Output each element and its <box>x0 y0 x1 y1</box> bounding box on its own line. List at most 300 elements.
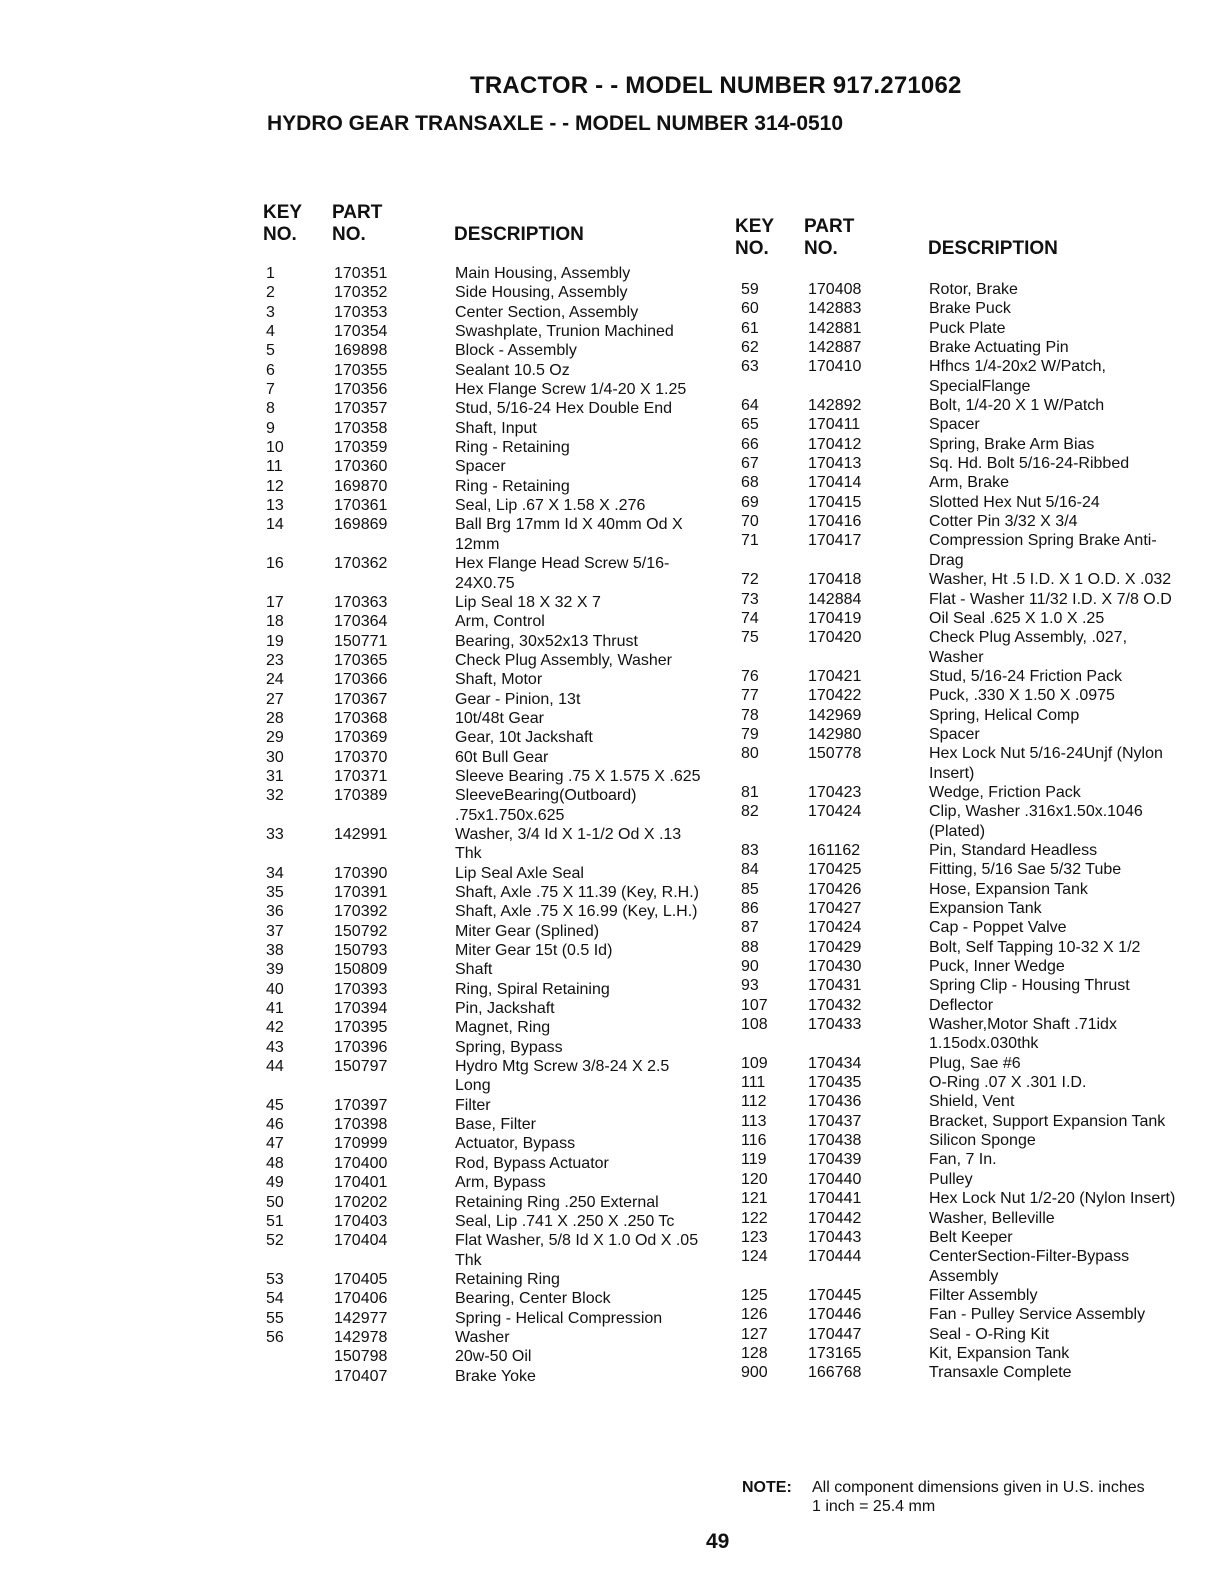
part-no: 170442 <box>808 1209 862 1227</box>
description: Kit, Expansion Tank <box>929 1344 1070 1362</box>
table-row <box>738 570 1188 589</box>
page-title: TRACTOR - - MODEL NUMBER 917.271062 <box>470 72 962 99</box>
table-row <box>266 941 726 960</box>
key-no: 84 <box>741 861 759 879</box>
description: Pin, Jackshaft <box>455 1000 555 1018</box>
part-no: 170407 <box>334 1367 388 1385</box>
key-no: 116 <box>741 1132 767 1150</box>
key-no: 59 <box>741 281 759 298</box>
part-no: 150771 <box>334 632 388 650</box>
table-row <box>266 728 726 747</box>
description: Spring, Helical Comp <box>929 706 1080 724</box>
part-no: 169898 <box>334 342 388 360</box>
table-row <box>738 1054 1188 1073</box>
table-row <box>266 303 726 322</box>
description: Bolt, Self Tapping 10-32 X 1/2 <box>929 938 1141 956</box>
key-no: 9 <box>266 419 275 437</box>
table-row <box>738 454 1188 473</box>
table-row <box>738 1209 1188 1228</box>
table-row <box>738 338 1188 357</box>
description: 20w-50 Oil <box>455 1348 532 1366</box>
table-row <box>266 1134 726 1153</box>
description: Compression Spring Brake Anti-Drag <box>929 532 1157 569</box>
description: Miter Gear (Splined) <box>455 922 600 940</box>
key-no: 28 <box>266 709 284 727</box>
key-no: 109 <box>741 1054 768 1072</box>
key-no: 5 <box>266 342 275 360</box>
description: Seal - O-Ring Kit <box>929 1325 1050 1343</box>
description: Lip Seal Axle Seal <box>455 864 584 882</box>
description: Washer,Motor Shaft .71idx 1.15odx.030thk <box>929 1016 1117 1053</box>
description: Base, Filter <box>455 1116 536 1134</box>
part-no: 170439 <box>808 1151 862 1169</box>
description: Bracket, Support Expansion Tank <box>929 1112 1166 1130</box>
key-no: 63 <box>741 358 759 376</box>
table-row <box>738 1344 1188 1363</box>
part-no: 170444 <box>808 1248 862 1266</box>
table-row <box>266 1212 726 1231</box>
key-no: 69 <box>741 493 759 511</box>
key-no: 81 <box>741 783 759 801</box>
table-row <box>738 918 1188 937</box>
parts-list-left <box>266 264 726 1386</box>
part-no: 170438 <box>808 1132 862 1150</box>
description: Miter Gear 15t (0.5 Id) <box>455 942 613 960</box>
part-no: 170437 <box>808 1112 862 1130</box>
description: Bolt, 1/4-20 X 1 W/Patch <box>929 397 1105 415</box>
description: Brake Yoke <box>455 1367 536 1385</box>
description: Hose, Expansion Tank <box>929 880 1088 898</box>
key-no: 123 <box>741 1228 768 1246</box>
description: Ring, Spiral Retaining <box>455 980 610 998</box>
table-row <box>266 457 726 476</box>
part-no: 142892 <box>808 397 862 415</box>
description: Pulley <box>929 1170 973 1188</box>
description: Check Plug Assembly, Washer <box>455 651 672 669</box>
key-no: 126 <box>741 1306 768 1324</box>
table-row <box>266 1231 726 1270</box>
key-no: 30 <box>266 748 284 766</box>
description: Cap - Poppet Valve <box>929 919 1067 937</box>
table-row <box>266 670 726 689</box>
key-no: 90 <box>741 958 759 976</box>
table-row <box>738 880 1188 899</box>
key-no: 107 <box>741 996 768 1014</box>
description: Slotted Hex Nut 5/16-24 <box>929 493 1100 511</box>
key-no: 74 <box>741 609 759 627</box>
description: Transaxle Complete <box>929 1364 1072 1382</box>
description: Clip, Washer .316x1.50x.1046 (Plated) <box>929 803 1143 840</box>
description: Lip Seal 18 X 32 X 7 <box>455 593 601 611</box>
part-no: 170412 <box>808 435 862 453</box>
table-row <box>266 1154 726 1173</box>
description: Bearing, Center Block <box>455 1290 611 1308</box>
part-no: 170397 <box>334 1096 388 1114</box>
page-number: 49 <box>706 1530 730 1553</box>
description: Flat - Washer 11/32 I.D. X 7/8 O.D <box>929 590 1172 608</box>
table-row <box>738 1247 1188 1286</box>
description: Flat Washer, 5/8 Id X 1.0 Od X .05 Thk <box>455 1232 699 1269</box>
key-no: 44 <box>266 1058 284 1076</box>
description: Washer <box>455 1328 510 1346</box>
key-no: 68 <box>741 474 759 492</box>
part-no: 170391 <box>334 884 388 901</box>
description: Plug, Sae #6 <box>929 1054 1021 1072</box>
part-no: 170392 <box>334 903 388 921</box>
key-no: 41 <box>266 1000 284 1018</box>
table-row <box>738 1015 1188 1054</box>
description: Spacer <box>929 725 980 743</box>
table-row <box>738 628 1188 667</box>
table-row <box>266 1309 726 1328</box>
description: Center Section, Assembly <box>455 303 639 321</box>
table-row <box>266 1096 726 1115</box>
key-no: 128 <box>741 1344 768 1362</box>
table-row <box>738 938 1188 957</box>
part-no: 170405 <box>334 1270 388 1288</box>
table-row <box>266 438 726 457</box>
part-no: 170366 <box>334 671 388 689</box>
key-no: 60 <box>741 300 759 318</box>
description: Belt Keeper <box>929 1228 1013 1246</box>
table-row <box>266 1193 726 1212</box>
table-row <box>266 1328 726 1347</box>
table-row <box>738 357 1188 396</box>
table-row <box>738 512 1188 531</box>
part-no: 170355 <box>334 361 388 379</box>
key-no: 75 <box>741 629 759 647</box>
description: Arm, Brake <box>929 474 1010 492</box>
table-row <box>738 473 1188 492</box>
description: Spacer <box>455 458 506 476</box>
part-no: 170419 <box>808 609 862 627</box>
parts-list-right <box>738 280 1188 1383</box>
description: Stud, 5/16-24 Hex Double End <box>455 400 673 418</box>
part-no: 170426 <box>808 880 862 898</box>
part-no: 170434 <box>808 1054 862 1072</box>
part-no: 142887 <box>808 339 862 357</box>
key-no: 13 <box>266 497 284 515</box>
part-no: 170421 <box>808 667 862 685</box>
description: Rotor, Brake <box>929 281 1018 298</box>
part-no: 170369 <box>334 729 388 747</box>
description: Puck, Inner Wedge <box>929 958 1065 976</box>
description: CenterSection-Filter-Bypass Assembly <box>929 1248 1130 1285</box>
table-row <box>738 1092 1188 1111</box>
part-no: 170424 <box>808 803 862 821</box>
part-no: 142881 <box>808 319 862 337</box>
part-no: 170202 <box>334 1193 388 1211</box>
key-no: 113 <box>741 1112 767 1130</box>
key-no: 86 <box>741 900 759 917</box>
key-no: 900 <box>741 1364 768 1382</box>
key-no: 37 <box>266 922 284 940</box>
part-no: 170395 <box>334 1019 388 1037</box>
key-no: 83 <box>741 841 759 859</box>
table-row <box>738 1189 1188 1208</box>
part-no: 170364 <box>334 613 388 631</box>
part-no: 170389 <box>334 787 388 805</box>
part-no: 150793 <box>334 942 388 960</box>
key-no: 35 <box>266 884 284 901</box>
table-row <box>266 1173 726 1192</box>
table-row <box>738 493 1188 512</box>
key-no: 88 <box>741 938 759 956</box>
description: Side Housing, Assembly <box>455 284 628 302</box>
description: Puck, .330 X 1.50 X .0975 <box>929 687 1115 705</box>
description-header: DESCRIPTION <box>454 224 584 245</box>
key-no: 125 <box>741 1286 768 1304</box>
table-row <box>266 748 726 767</box>
description: Retaining Ring .250 External <box>455 1193 659 1211</box>
table-row <box>738 899 1188 918</box>
table-row <box>266 883 726 902</box>
key-no: 50 <box>266 1193 284 1211</box>
part-no: 170353 <box>334 303 388 321</box>
description: Hydro Mtg Screw 3/8-24 X 2.5 Long <box>455 1058 670 1095</box>
key-no: 16 <box>266 555 284 573</box>
part-no: 170423 <box>808 783 862 801</box>
key-no: 7 <box>266 381 275 399</box>
part-no: 170406 <box>334 1290 388 1308</box>
table-row <box>738 744 1188 783</box>
table-row <box>738 319 1188 338</box>
part-no: 170430 <box>808 958 862 976</box>
key-no: 77 <box>741 687 759 705</box>
table-row <box>266 960 726 979</box>
table-row <box>266 1057 726 1096</box>
key-no: 108 <box>741 1016 768 1034</box>
part-no: 170445 <box>808 1286 862 1304</box>
key-no: 14 <box>266 516 284 534</box>
table-row <box>266 786 726 825</box>
description: Brake Puck <box>929 300 1011 318</box>
part-no: 173165 <box>808 1344 862 1362</box>
key-no: 82 <box>741 803 759 821</box>
key-no: 52 <box>266 1232 284 1250</box>
key-no: 47 <box>266 1135 284 1153</box>
part-no: 170999 <box>334 1135 388 1153</box>
part-no: 170396 <box>334 1038 388 1056</box>
table-row <box>266 999 726 1018</box>
key-no: 40 <box>266 980 284 998</box>
description: Cotter Pin 3/32 X 3/4 <box>929 513 1078 531</box>
part-no: 170357 <box>334 400 388 418</box>
part-no: 142883 <box>808 300 862 318</box>
description: Shaft, Axle .75 X 11.39 (Key, R.H.) <box>455 884 699 901</box>
key-no: 120 <box>741 1170 768 1188</box>
description: Retaining Ring <box>455 1270 560 1288</box>
table-row <box>738 435 1188 454</box>
description: Silicon Sponge <box>929 1132 1036 1150</box>
key-no: 49 <box>266 1174 284 1192</box>
key-no: 56 <box>266 1328 284 1346</box>
description: Hex Lock Nut 1/2-20 (Nylon Insert) <box>929 1190 1176 1208</box>
table-row <box>738 299 1188 318</box>
parts-table-right <box>735 214 1188 1383</box>
part-no: 170416 <box>808 513 862 531</box>
description: 60t Bull Gear <box>455 748 549 766</box>
part-no: 170408 <box>808 281 862 298</box>
key-no: 121 <box>741 1190 768 1208</box>
description: Arm, Bypass <box>455 1174 546 1192</box>
part-no: 170393 <box>334 980 388 998</box>
table-row <box>266 477 726 496</box>
part-no: 170367 <box>334 690 388 708</box>
part-no-header: PART NO. <box>332 202 383 245</box>
key-no: 119 <box>741 1151 767 1169</box>
table-row <box>266 1038 726 1057</box>
description: Sleeve Bearing .75 X 1.575 X .625 <box>455 767 701 785</box>
table-row <box>738 1131 1188 1150</box>
key-no: 55 <box>266 1309 284 1327</box>
part-no: 170418 <box>808 571 862 589</box>
description: Ball Brg 17mm Id X 40mm Od X 12mm <box>455 516 683 553</box>
description: Fan - Pulley Service Assembly <box>929 1306 1146 1324</box>
table-row <box>738 609 1188 628</box>
table-row <box>266 1347 726 1366</box>
description: Wedge, Friction Pack <box>929 783 1081 801</box>
key-no: 11 <box>266 458 283 476</box>
table-row <box>266 341 726 360</box>
part-no: 170390 <box>334 864 388 882</box>
key-no: 10 <box>266 439 284 457</box>
key-no: 42 <box>266 1019 284 1037</box>
description: Puck Plate <box>929 319 1006 337</box>
part-no: 170359 <box>334 439 388 457</box>
key-no: 78 <box>741 706 759 724</box>
dimensions-note <box>742 1478 1152 1516</box>
description: Seal, Lip .67 X 1.58 X .276 <box>455 497 646 515</box>
table-row <box>738 1073 1188 1092</box>
description: Gear - Pinion, 13t <box>455 690 581 708</box>
part-no: 170365 <box>334 651 388 669</box>
part-no: 170394 <box>334 1000 388 1018</box>
part-no: 170429 <box>808 938 862 956</box>
table-row <box>266 515 726 554</box>
key-no: 34 <box>266 864 284 882</box>
part-no: 142991 <box>334 825 388 843</box>
key-no: 18 <box>266 613 284 631</box>
table-row <box>738 841 1188 860</box>
description: Sq. Hd. Bolt 5/16-24-Ribbed <box>929 455 1130 473</box>
table-row <box>738 280 1188 299</box>
table-row <box>266 1115 726 1134</box>
description: Actuator, Bypass <box>455 1135 576 1153</box>
key-no-header: KEY NO. <box>735 216 775 259</box>
key-no: 38 <box>266 942 284 960</box>
page-subtitle: HYDRO GEAR TRANSAXLE - - MODEL NUMBER 314-0510 <box>267 112 844 135</box>
description: Filter <box>455 1096 491 1114</box>
table-row <box>266 767 726 786</box>
description: Ring - Retaining <box>455 439 570 457</box>
description: Hex Flange Screw 1/4-20 X 1.25 <box>455 381 687 399</box>
key-no: 39 <box>266 961 284 979</box>
description: Hfhcs 1/4-20x2 W/Patch, SpecialFlange <box>929 358 1106 395</box>
part-no: 170363 <box>334 593 388 611</box>
part-no: 150798 <box>334 1348 388 1366</box>
key-no: 71 <box>741 532 759 550</box>
description: SleeveBearing(Outboard) .75x1.750x.625 <box>455 787 637 824</box>
part-no: 170417 <box>808 532 862 550</box>
key-no: 3 <box>266 303 275 321</box>
table-row <box>738 957 1188 976</box>
table-row <box>266 864 726 883</box>
table-row <box>266 632 726 651</box>
part-no: 170443 <box>808 1228 862 1246</box>
table-row <box>738 1305 1188 1324</box>
part-no: 150778 <box>808 745 862 763</box>
key-no: 87 <box>741 919 759 937</box>
description: Ring - Retaining <box>455 477 570 495</box>
part-no: 170398 <box>334 1116 388 1134</box>
parts-table-left <box>263 200 726 1386</box>
part-no: 170411 <box>808 416 861 434</box>
part-no: 150809 <box>334 961 388 979</box>
key-no: 29 <box>266 729 284 747</box>
part-no: 170371 <box>334 767 388 785</box>
description-header: DESCRIPTION <box>928 238 1058 259</box>
key-no: 112 <box>741 1093 767 1111</box>
table-row <box>738 1150 1188 1169</box>
table-row <box>266 399 726 418</box>
part-no: 170403 <box>334 1212 388 1230</box>
table-row <box>738 976 1188 995</box>
table-row <box>266 922 726 941</box>
part-no: 170413 <box>808 455 862 473</box>
description: Fan, 7 In. <box>929 1151 997 1169</box>
part-no: 170440 <box>808 1170 862 1188</box>
key-no: 76 <box>741 667 759 685</box>
description: Gear, 10t Jackshaft <box>455 729 593 747</box>
key-no: 72 <box>741 571 759 589</box>
key-no: 1 <box>266 265 275 282</box>
description: Fitting, 5/16 Sae 5/32 Tube <box>929 861 1122 879</box>
table-row <box>266 612 726 631</box>
part-no: 170441 <box>808 1190 862 1208</box>
key-no: 66 <box>741 435 759 453</box>
table-row <box>266 902 726 921</box>
key-no: 31 <box>266 767 284 785</box>
part-no: 170436 <box>808 1093 862 1111</box>
description: Washer, 3/4 Id X 1-1/2 Od X .13 Thk <box>455 825 682 863</box>
part-no: 170447 <box>808 1325 862 1343</box>
table-row <box>738 590 1188 609</box>
key-no: 54 <box>266 1290 284 1308</box>
description: Shaft <box>455 961 493 979</box>
part-no: 170427 <box>808 900 862 917</box>
table-row <box>266 980 726 999</box>
description: Deflector <box>929 996 994 1014</box>
table-row <box>738 1112 1188 1131</box>
table-row <box>738 686 1188 705</box>
table-row <box>738 996 1188 1015</box>
key-no: 32 <box>266 787 284 805</box>
table-row <box>738 1286 1188 1305</box>
part-no: 170420 <box>808 629 862 647</box>
table-row <box>266 1367 726 1386</box>
key-no: 73 <box>741 590 759 608</box>
description: Block - Assembly <box>455 342 577 360</box>
part-no: 170414 <box>808 474 862 492</box>
key-no: 12 <box>266 477 284 495</box>
table-row <box>738 1228 1188 1247</box>
description: Stud, 5/16-24 Friction Pack <box>929 667 1122 685</box>
table-row <box>738 396 1188 415</box>
part-no: 170432 <box>808 996 862 1014</box>
description: O-Ring .07 X .301 I.D. <box>929 1074 1087 1092</box>
description: Shaft, Axle .75 X 16.99 (Key, L.H.) <box>455 903 698 921</box>
